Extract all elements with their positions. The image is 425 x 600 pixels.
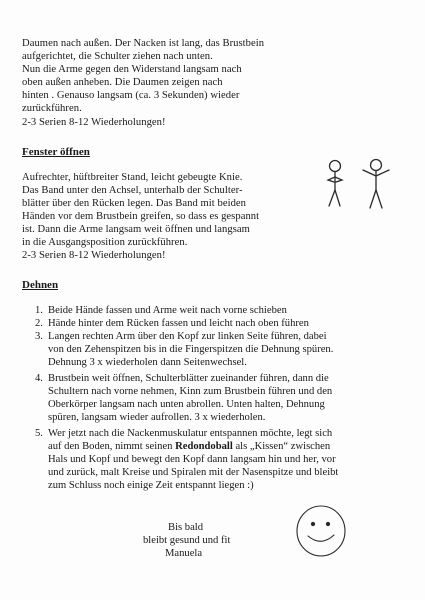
fenster-line: Das Band unter den Achsel, unterhalb der Schulter-	[22, 185, 243, 196]
intro-line: hinten . Genauso langsam (ca. 3 Sekunden) wieder	[22, 90, 240, 101]
list-item-text-with-bold: auf den Boden, nimmt seinen Redondoball als „Kissen“ zwischen	[48, 441, 331, 452]
list-item-text: und zurück, malt Kreise und Spiralen mit der Nasenspitze und bleibt	[48, 467, 339, 478]
list-item-number: 4.	[35, 373, 43, 384]
section-heading-dehnen: Dehnen	[22, 279, 59, 291]
list-item-number: 3.	[35, 331, 43, 342]
fenster-line: Aufrechter, hüftbreiter Stand, leicht gebeugte Knie.	[22, 172, 243, 183]
list-item-text: Langen rechten Arm über den Kopf zur linken Seite führen, dabei	[48, 331, 327, 342]
list-item-number: 2.	[35, 318, 43, 329]
smiley-icon	[294, 503, 348, 559]
fenster-line: 2-3 Serien 8-12 Wiederholungen!	[22, 250, 166, 261]
list-item-text: zum Schluss noch einige Zeit entspannt liegen :)	[48, 480, 254, 491]
list-item-text: Dehnung 3 x wiederholen dann Seitenwechsel.	[48, 357, 247, 368]
list-item-text: spüren, langsam wieder aufrollen. 3 x wiederholen.	[48, 412, 266, 423]
fenster-line: blätter über den Rücken legen. Das Band mit beiden	[22, 198, 247, 209]
list-item-text: Hände hinter dem Rücken fassen und leicht nach oben führen	[48, 318, 309, 329]
fenster-line: Händen vor dem Brustbein greifen, so dass es gespannt	[22, 211, 260, 222]
intro-line: zurückführen.	[22, 103, 82, 114]
list-item-text: Schultern nach vorne nehmen, Kinn zum Brustbein führen und den	[48, 386, 333, 397]
closing-line: bleibt gesund und fit	[143, 535, 231, 546]
list-item-number: 1.	[35, 305, 43, 316]
list-item-text: Brustbein weit öffnen, Schulterblätter zueinander führen, dann die	[48, 373, 329, 384]
intro-line: aufgerichtet, die Schulter ziehen nach unten.	[22, 51, 213, 62]
stick-figures-icon	[318, 158, 398, 214]
list-item-text: Oberkörper langsam nach unten abrollen. Unten halten, Dehnung	[48, 399, 325, 410]
bold-term: Redondoball	[175, 441, 233, 452]
closing-line: Bis bald	[168, 522, 204, 533]
section-heading-fenster: Fenster öffnen	[22, 146, 90, 158]
list-item-text: Beide Hände fassen und Arme weit nach vorne schieben	[48, 305, 287, 316]
list-item-text: von den Zehenspitzen bis in die Fingerspitzen die Dehnung spüren.	[48, 344, 334, 355]
list-item-text: Hals und Kopf und bewegt den Kopf dann langsam hin und her, vor	[48, 454, 336, 465]
list-item-text: Wer jetzt nach die Nackenmuskulatur entspannen möchte, legt sich	[48, 428, 333, 439]
fenster-line: in die Ausgangsposition zurückführen.	[22, 237, 188, 248]
intro-line: 2-3 Serien 8-12 Wiederholungen!	[22, 117, 166, 128]
fenster-line: ist. Dann die Arme langsam weit öffnen und langsam	[22, 224, 250, 235]
list-item-number: 5.	[35, 428, 43, 439]
closing-line: Manuela	[165, 548, 203, 559]
intro-line: Nun die Arme gegen den Widerstand langsam nach	[22, 64, 242, 75]
intro-line: oben außen anheben. Die Daumen zeigen nach	[22, 77, 223, 88]
intro-line: Daumen nach außen. Der Nacken ist lang, das Brustbein	[22, 38, 265, 49]
